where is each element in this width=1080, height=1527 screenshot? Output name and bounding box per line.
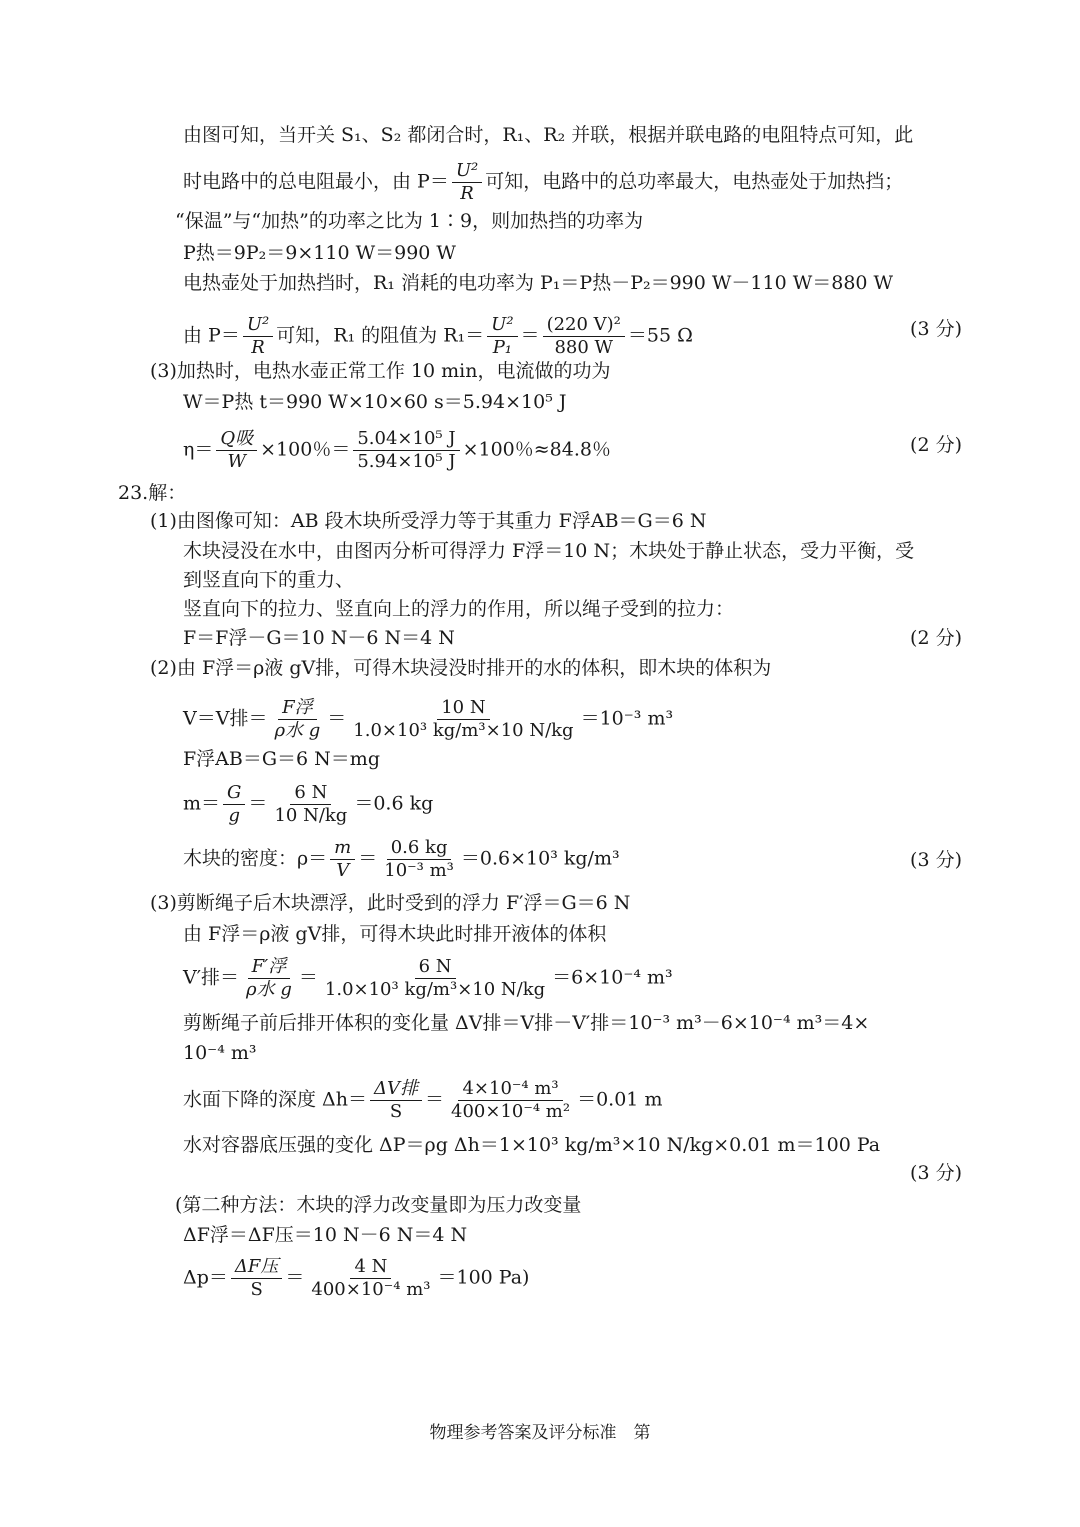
text-segment: ×100％≈84.8％ (462, 438, 611, 461)
formula-line: 水对容器底压强的变化 ΔP＝ρg Δh＝1×10³ kg/m³×10 N/kg×0.01 m＝100 Pa (183, 1134, 881, 1156)
fraction (447, 1078, 574, 1123)
denominator: ρ水 g (246, 979, 292, 1000)
score-label: (2 分) (910, 434, 962, 456)
numerator: G (223, 782, 245, 805)
text-segment: 可知，电路中的总功率最大，电热壶处于加热挡； (485, 170, 904, 193)
text-segment: 木块的密度：ρ＝ (183, 847, 328, 870)
numerator: 4×10⁻⁴ m³ (458, 1078, 562, 1101)
question-number: 23.解： (118, 482, 187, 504)
text-line: (第二种方法：木块的浮力改变量即为压力改变量 (175, 1194, 582, 1216)
fraction (231, 1256, 283, 1301)
text-segment: 时电路中的总电阻最小，由 P＝ (183, 170, 449, 193)
numerator: ΔV排 (370, 1078, 422, 1101)
formula-line (183, 428, 611, 473)
numerator: ΔF压 (231, 1256, 283, 1279)
text-line: 到竖直向下的重力、 (183, 569, 355, 591)
numerator: m (330, 837, 355, 860)
text-segment: Δp＝ (183, 1266, 228, 1289)
numerator: (220 V)² (543, 314, 625, 337)
fraction (270, 782, 351, 827)
denominator: S (389, 1101, 403, 1122)
fraction (370, 1078, 422, 1123)
fraction (321, 956, 549, 1001)
score-label: (3 分) (910, 1162, 962, 1184)
fraction (270, 697, 324, 742)
denominator: 5.94×10⁵ J (357, 451, 456, 472)
formula-line: 10⁻⁴ m³ (183, 1042, 257, 1064)
formula-line: W＝P热 t＝990 W×10×60 s＝5.94×10⁵ J (183, 391, 567, 413)
fraction (330, 837, 355, 882)
text-segment: ＝55 Ω (627, 324, 693, 347)
numerator: 10 N (437, 697, 489, 720)
denominator: 400×10⁻⁴ m² (451, 1101, 571, 1122)
numerator: 5.04×10⁵ J (353, 428, 459, 451)
text-segment: ＝6×10⁻⁴ m³ (552, 966, 673, 989)
denominator: W (227, 451, 247, 472)
denominator: 1.0×10³ kg/m³×10 N/kg (324, 979, 546, 1000)
numerator: U² (452, 160, 482, 183)
formula-line: P热＝9P₂＝9×110 W＝990 W (183, 242, 456, 264)
text-segment: 由 P＝ (183, 324, 240, 347)
text-segment: ＝0.6 kg (354, 792, 434, 815)
formula-line: V′排＝ $\frac{\text{F′浮}}{\text{ρ水 g}}$ ＝ $\frac{6 N}{\text{1.0×10³ kg/m³×10 N/kg}}$ ＝6×10⁻⁴ m³ (183, 956, 673, 1000)
fraction (242, 956, 296, 1001)
denominator: 10 N/kg (274, 805, 348, 826)
denominator: R (251, 337, 265, 358)
formula-line: Δp＝ $\frac{\text{ΔF压}}{S}$ ＝ $\frac{4 N}{\text{400×10⁻⁴ m³}}$ ＝100 Pa) (183, 1256, 530, 1300)
formula-line: 木块的密度：ρ＝ $\frac{m}{V}$ ＝ $\frac{0.6 kg}{\text{10⁻³ m³}}$ ＝0.6×10³ kg/m³ (183, 837, 620, 881)
numerator: 6 N (415, 956, 456, 979)
text-line: 电热壶处于加热挡时，R₁ 消耗的电功率为 P₁＝P热－P₂＝990 W－110 W＝880 W (183, 272, 894, 294)
numerator: Q吸 (216, 428, 257, 451)
numerator: 6 N (290, 782, 331, 805)
denominator: 1.0×10³ kg/m³×10 N/kg (353, 720, 574, 741)
text-line: “保温”与“加热”的功率之比为 1∶9，则加热挡的功率为 (175, 210, 644, 232)
fraction (380, 837, 458, 882)
fraction (349, 697, 577, 742)
text-segment: ＝10⁻³ m³ (580, 707, 674, 730)
fraction (452, 160, 482, 205)
denominator: V (336, 860, 350, 881)
text-segment: 水面下降的深度 Δh＝ (183, 1088, 367, 1111)
numerator: 0.6 kg (387, 837, 452, 860)
text-segment: m＝ (183, 792, 221, 815)
denominator: 400×10⁻⁴ m³ (311, 1279, 431, 1300)
fraction (243, 314, 273, 359)
denominator: ρ水 g (274, 720, 321, 741)
fraction (543, 314, 625, 359)
score-label: (3 分) (910, 318, 962, 340)
formula-line (183, 160, 903, 205)
numerator: F′浮 (248, 956, 291, 979)
formula-line: F＝F浮－G＝10 N－6 N＝4 N (183, 627, 455, 649)
text-segment: ×100％＝ (260, 438, 351, 461)
formula-line: 水面下降的深度 Δh＝ $\frac{\text{ΔV排}}{S}$ ＝ $\frac{\text{4×10⁻⁴ m³}}{\text{400×10⁻⁴ m²}}$ ＝0.01 m (183, 1078, 663, 1122)
formula-line: m＝ $\frac{G}{g}$ ＝ $\frac{6 N}{10 N/kg}$ ＝0.6 kg (183, 782, 434, 826)
formula-line: V＝V排＝ $\frac{\text{F浮}}{\text{ρ水 g}}$ ＝ $\frac{10 N}{\text{1.0×10³ kg/m³×10 N/kg}}$ ＝10⁻³ m³ (183, 697, 674, 741)
numerator: U² (487, 314, 517, 337)
text-segment: V＝V排＝ (183, 707, 268, 730)
denominator: 880 W (554, 337, 614, 358)
fraction (487, 314, 517, 359)
text-segment: ＝100 Pa) (437, 1266, 530, 1289)
text-segment: η＝ (183, 438, 214, 461)
text-line: 由 F浮＝ρ液 gV排，可得木块此时排开液体的体积 (183, 923, 607, 945)
text-line: (2)由 F浮＝ρ液 gV排，可得木块浸没时排开的水的体积，即木块的体积为 (150, 657, 772, 679)
denominator: S (250, 1279, 263, 1300)
text-segment: 可知，R₁ 的阻值为 R₁＝ (276, 324, 485, 347)
text-line: (3)加热时，电热水壶正常工作 10 min，电流做的功为 (150, 360, 611, 382)
fraction (307, 1256, 434, 1301)
text-line: 竖直向下的拉力、竖直向上的浮力的作用，所以绳子受到的拉力： (183, 598, 735, 620)
denominator: g (228, 805, 240, 826)
page-footer: 物理参考答案及评分标准 第 (429, 1423, 651, 1443)
fraction (353, 428, 459, 473)
denominator: R (460, 183, 474, 204)
text-segment: ＝0.6×10³ kg/m³ (460, 847, 620, 870)
score-label: (3 分) (910, 849, 962, 871)
text-segment: ＝0.01 m (577, 1088, 663, 1111)
score-label: (2 分) (910, 627, 962, 649)
formula-line: ΔF浮＝ΔF压＝10 N－6 N＝4 N (183, 1224, 468, 1246)
formula-line: 剪断绳子前后排开体积的变化量 ΔV排＝V排－V′排＝10⁻³ m³－6×10⁻⁴ m³＝4× (183, 1012, 870, 1034)
fraction (223, 782, 245, 827)
numerator: U² (243, 314, 273, 337)
formula-line: 由 P＝ $\frac{\text{U²}}{R}$ 可知，R₁ 的阻值为 R₁＝ $\frac{\text{U²}}{\text{P₁}}$ ＝ $\frac{\text{(220 V)²}}{880 W}$ ＝55 Ω (183, 314, 693, 358)
text-line: 木块浸没在水中，由图丙分析可得浮力 F浮＝10 N；木块处于静止状态，受力平衡，受 (183, 540, 915, 562)
numerator: F浮 (278, 697, 317, 720)
numerator: 4 N (350, 1256, 391, 1279)
denominator: P₁ (492, 337, 513, 358)
formula-line: F浮AB＝G＝6 N＝mg (183, 748, 380, 770)
fraction (216, 428, 257, 473)
text-line: (1)由图像可知：AB 段木块所受浮力等于其重力 F浮AB＝G＝6 N (150, 510, 707, 532)
text-line: 由图可知，当开关 S₁、S₂ 都闭合时，R₁、R₂ 并联，根据并联电路的电阻特点可知，此 (183, 124, 914, 146)
denominator: 10⁻³ m³ (384, 860, 454, 881)
text-segment: V′排＝ (183, 966, 240, 989)
text-line: (3)剪断绳子后木块漂浮，此时受到的浮力 F′浮＝G＝6 N (150, 892, 631, 914)
